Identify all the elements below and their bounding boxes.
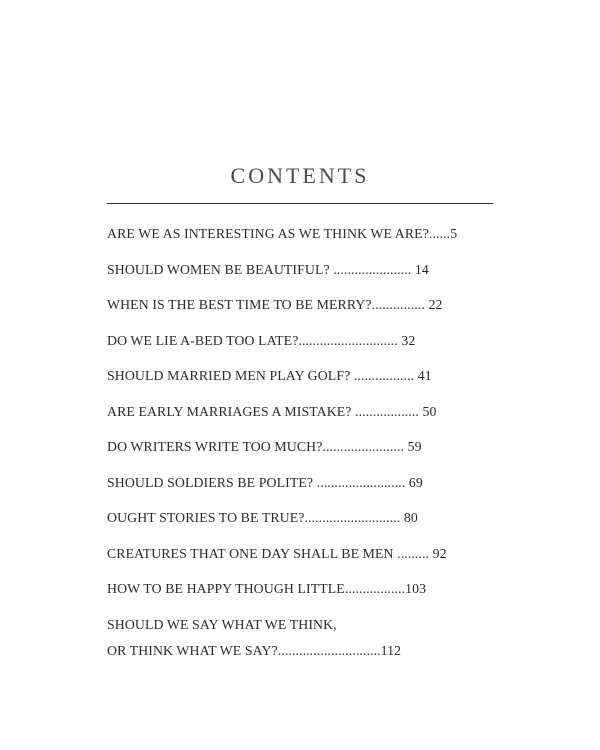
contents-heading: CONTENTS <box>230 163 370 188</box>
toc-entry <box>107 397 493 433</box>
toc-entry-text: WHEN IS THE BEST TIME TO BE MERRY?............... 22 <box>107 297 443 312</box>
toc-entry <box>107 503 493 539</box>
toc-entry <box>107 432 493 468</box>
toc-entry <box>107 255 493 291</box>
toc-entry <box>107 326 493 362</box>
toc-entry-text: HOW TO BE HAPPY THOUGH LITTLE.................103 <box>107 581 427 596</box>
toc-entry-text: DO WE LIE A-BED TOO LATE?............................ 32 <box>107 332 416 348</box>
heading-rule <box>107 203 493 204</box>
contents-list <box>107 219 493 666</box>
toc-entry <box>107 539 493 575</box>
toc-entry <box>107 290 493 326</box>
toc-entry-line2: OR THINK WHAT WE SAY?.............................112 <box>107 642 402 658</box>
toc-entry-text: SHOULD WOMEN BE BEAUTIFUL? ...................... 14 <box>107 261 429 277</box>
toc-entry-text: SHOULD MARRIED MEN PLAY GOLF? ................. 41 <box>107 368 432 383</box>
toc-entry-line2-row <box>107 640 493 662</box>
toc-entry <box>107 468 493 504</box>
toc-entry-multiline <box>107 610 493 666</box>
toc-entry-text: ARE EARLY MARRIAGES A MISTAKE? .................. 50 <box>107 403 437 419</box>
toc-entry-text: OUGHT STORIES TO BE TRUE?........................... 80 <box>107 510 418 525</box>
toc-entry <box>107 361 493 397</box>
toc-entry-text: CREATURES THAT ONE DAY SHALL BE MEN ......... 92 <box>107 545 447 561</box>
toc-entry <box>107 574 493 610</box>
toc-entry <box>107 219 493 255</box>
toc-entry-text: SHOULD SOLDIERS BE POLITE? ......................... 69 <box>107 474 423 490</box>
toc-entry-text: DO WRITERS WRITE TOO MUCH?....................... 59 <box>107 439 422 454</box>
toc-entry-text: ARE WE AS INTERESTING AS WE THINK WE ARE?......5 <box>107 226 458 241</box>
toc-entry-line1: SHOULD WE SAY WHAT WE THINK, <box>107 616 337 632</box>
